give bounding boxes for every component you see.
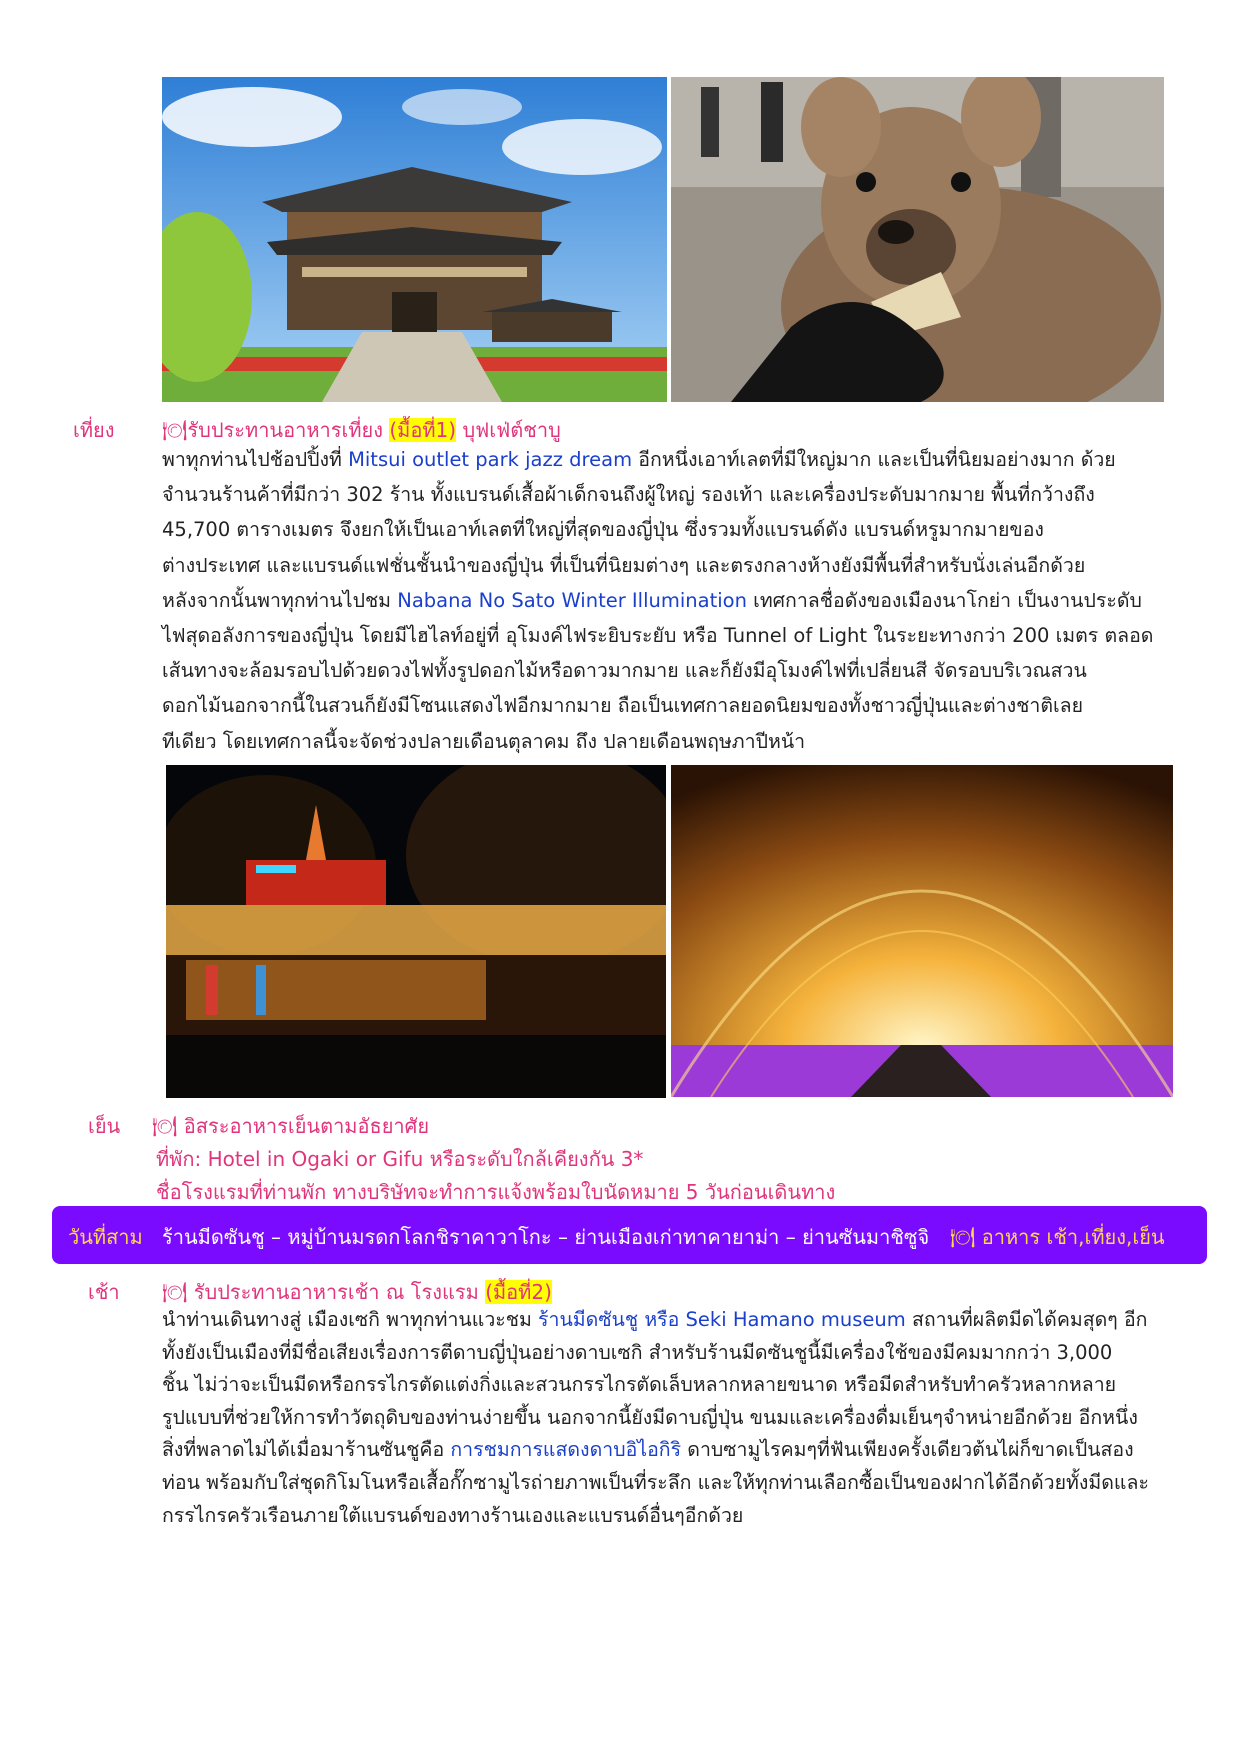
lunch_section-line [162, 548, 1162, 583]
lunch-meal-type: บุฟเฟ่ต์ชาบู [462, 418, 561, 442]
paragraph-text: อีกหนึ่งเอาท์เลตที่มีใหญ่มาก และเป็นที่นิยมอย่างมาก ด้วย [632, 448, 1116, 471]
highlight-link-text: ร้านมีดซันชู หรือ Seki Hamano museum [538, 1308, 906, 1331]
breakfast_section-line [162, 1402, 1162, 1435]
breakfast_section-line [162, 1337, 1162, 1370]
paragraph-text: ทั้งยังเป็นเมืองที่มีชื่อเสียงเรื่องการตีดาบญี่ปุ่นอย่างดาบเซกิ สำหรับร้านมีดซันชูนี้มีเครื่องใช้ของมีคมมากกว่า 3,000 [162, 1340, 1113, 1364]
lunch-description [162, 442, 1162, 759]
day-three-banner [52, 1206, 1207, 1264]
lunch_section-line [162, 653, 1162, 688]
dinner-label: เย็น [88, 1114, 121, 1138]
paragraph-text: 45,700 ตารางเมตร จึงยกให้เป็นเอาท์เลตที่ใหญ่ที่สุดของญี่ปุ่น ซึ่งรวมทั้งแบรนด์ดัง แบรนด์หรูมากมายของ [162, 518, 1044, 542]
photo-todaiji-temple [162, 77, 667, 402]
lunch_section-line [162, 512, 1162, 547]
paragraph-text: ชิ้น ไม่ว่าจะเป็นมีดหรือกรรไกรตัดแต่งกิ่งและสวนกรรไกรตัดเล็บหลากหลายขนาด หรือมีดสำหรับทำครัวหลากหลาย [162, 1373, 1117, 1397]
paragraph-text: นำท่านเดินทางสู่ เมืองเซกิ พาทุกท่านแวะชม [162, 1308, 539, 1331]
highlight-link-text: การชมการแสดงดาบอิไอกิริ [450, 1438, 682, 1462]
breakfast-description [162, 1304, 1162, 1532]
paragraph-text: สิ่งที่พลาดไม่ได้เมื่อมาร้านซันชูคือ [162, 1438, 451, 1462]
photo-tunnel-of-light [671, 765, 1173, 1097]
breakfast-meal-text: รับประทานอาหารเช้า ณ โรงแรม [193, 1280, 479, 1304]
paragraph-text: รูปแบบที่ช่วยให้การทำวัตถุดิบของท่านง่ายขึ้น นอกจากนี้ยังมีดาบญี่ปุ่น ขนมและเครื่องดื่มเย็นๆจำหน่ายอีกด้วย อีกหนึ่ง [162, 1405, 1138, 1429]
breakfast_section-line [162, 1434, 1162, 1467]
paragraph-text: เส้นทางจะล้อมรอบไปด้วยดวงไฟทั้งรูปดอกไม้หรือดาวมากมาย และก็ยังมีอุโมงค์ไฟที่เปลี่ยนสี จัดรอบบริเวณสวน [162, 659, 1087, 683]
paragraph-text: เทศกาลชื่อดังของเมืองนาโกย่า เป็นงานประดับ [746, 588, 1142, 612]
lunch-meal-badge: (มื้อที่1) [389, 418, 457, 442]
lunch_section-line [162, 618, 1162, 653]
breakfast_section-line [162, 1500, 1162, 1533]
dinner-meal-text: อิสระอาหารเย็นตามอัธยาศัย [183, 1114, 430, 1138]
breakfast_section-line [162, 1369, 1162, 1402]
breakfast-meal-badge: (มื้อที่2) [485, 1280, 552, 1304]
paragraph-text: หลังจากนั้นพาทุกท่านไปชม [162, 588, 398, 612]
highlight-link-text: Mitsui outlet park jazz dream [348, 448, 633, 471]
dinner-meal-line [152, 1110, 429, 1142]
paragraph-text: ดาบซามูไรคมๆที่ฟันเพียงครั้งเดียวต้นไผ่ก็ขาดเป็นสอง [681, 1438, 1134, 1462]
lunch-meal-text: รับประทานอาหารเที่ยง [187, 418, 383, 442]
breakfast_section-line [162, 1304, 1162, 1337]
day-route: ร้านมีดซันชู – หมู่บ้านมรดกโลกชิราคาวาโกะ – ย่านเมืองเก่าทาคายาม่า – ย่านซันมาชิซูจิ [162, 1225, 930, 1249]
day-label: วันที่สาม [68, 1225, 143, 1249]
hotel-line: ที่พัก: Hotel in Ogaki or Gifu หรือระดับใกล้เคียงกัน 3* [156, 1147, 644, 1171]
day-meals-text: อาหาร เช้า,เที่ยง,เย็น [981, 1225, 1165, 1249]
photo-nara-deer [671, 77, 1164, 402]
lunch_section-line [162, 688, 1162, 723]
plate-icon: 🍽 [162, 1280, 188, 1304]
paragraph-text: ต่างประเทศ และแบรนด์แฟชั่นชั้นนำของญี่ปุ่น ที่เป็นที่นิยมต่างๆ และตรงกลางห้างยังมีพื้นที่สำหรับนั่งเล่นอีกด้วย [162, 553, 1086, 577]
lunch_section-line [162, 477, 1162, 512]
paragraph-text: พาทุกท่านไปช้อปปิ้งที่ [162, 448, 349, 471]
lunch_section-line [162, 724, 1162, 759]
paragraph-text: ไฟสุดอลังการของญี่ปุ่น โดยมีไฮไลท์อยู่ที่ อุโมงค์ไฟระยิบระยับ หรือ Tunnel of Light ในระยะทางกว่า 200 เมตร ตลอด [162, 624, 1154, 648]
plate-icon: 🍽 [152, 1114, 178, 1138]
breakfast_section-line [162, 1467, 1162, 1500]
paragraph-text: กรรไกรครัวเรือนภายใต้แบรนด์ของทางร้านเองและแบรนด์อื่นๆอีกด้วย [162, 1503, 744, 1527]
paragraph-text: จำนวนร้านค้าที่มีกว่า 302 ร้าน ทั้งแบรนด์เสื้อผ้าเด็กจนถึงผู้ใหญ่ รองเท้า และเครื่องประดับมากมาย พื้นที่กว้างถึง [162, 483, 1095, 507]
breakfast-label: เช้า [88, 1280, 120, 1304]
lunch-label: เที่ยง [73, 418, 115, 442]
day-meals [950, 1221, 1165, 1253]
paragraph-text: ดอกไม้นอกจากนี้ในสวนก็ยังมีโซนแสดงไฟอีกมากมาย ถือเป็นเทศกาลยอดนิยมของทั้งชาวญี่ปุ่นและต่างชาติเลย [162, 694, 1084, 718]
hotel-notice: ชื่อโรงแรมที่ท่านพัก ทางบริษัทจะทำการแจ้งพร้อมใบนัดหมาย 5 วันก่อนเดินทาง [156, 1180, 836, 1204]
paragraph-text: ทีเดียว โดยเทศกาลนี้จะจัดช่วงปลายเดือนตุลาคม ถึง ปลายเดือนพฤษภาปีหน้า [162, 729, 806, 753]
lunch_section-line [162, 583, 1162, 618]
paragraph-text: ท่อน พร้อมกับใส่ชุดกิโมโนหรือเสื้อกั๊กซามูไรถ่ายภาพเป็นที่ระลึก และให้ทุกท่านเลือกซื้อเป็นของฝากได้อีกด้วยทั้งมีดและ [162, 1470, 1149, 1494]
plate-icon: 🍽 [950, 1225, 976, 1249]
lunch_section-line [162, 442, 1162, 477]
photo-nabana-lights-lake [166, 765, 666, 1098]
plate-icon: 🍽 [162, 418, 188, 442]
highlight-link-text: Nabana No Sato Winter Illumination [397, 588, 747, 612]
paragraph-text: สถานที่ผลิตมีดได้คมสุดๆ อีก [905, 1308, 1148, 1331]
